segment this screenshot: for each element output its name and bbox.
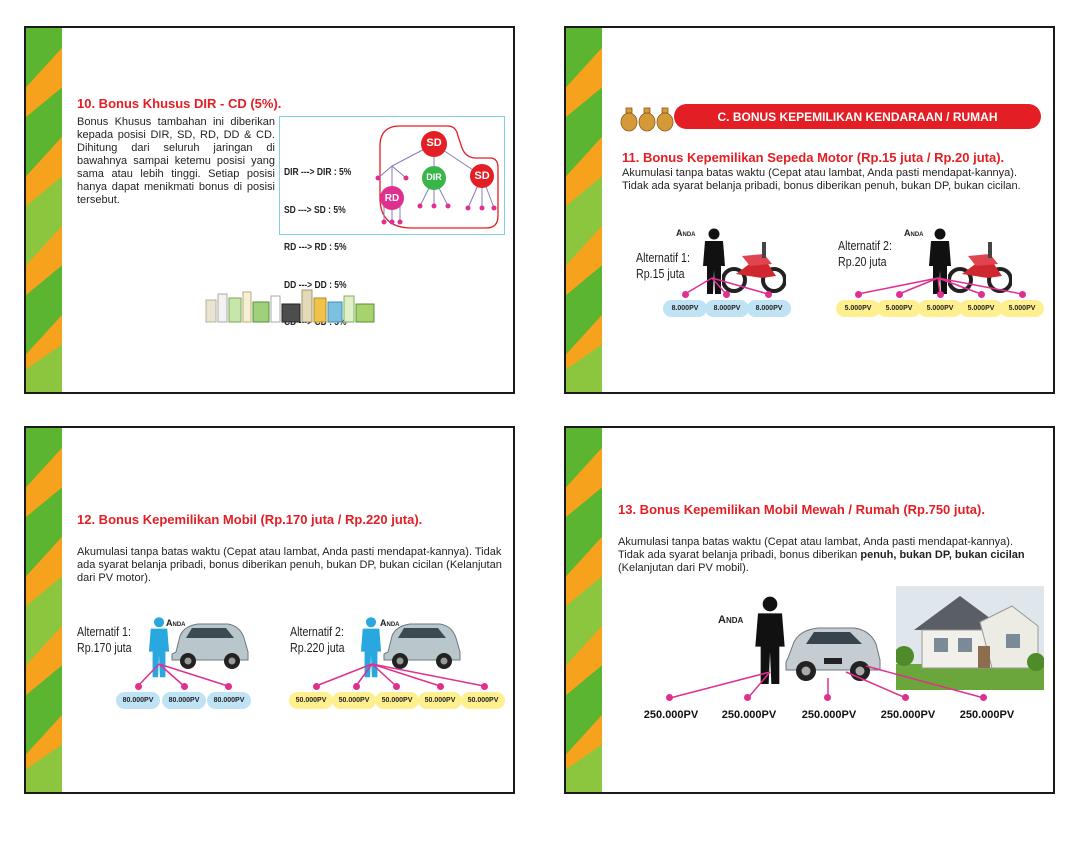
car-image [170,616,250,672]
network-dot [824,694,831,701]
pv-badge: 8.000PV [705,300,749,317]
network-dot [682,291,689,298]
network-dot [937,291,944,298]
alternative-price: Rp.15 juta [636,266,685,281]
motorcycle-image [948,234,1012,294]
alternative-2-label [290,624,345,656]
anda-label: Anda [166,618,186,628]
slide-body: Bonus Khusus tambahan ini diberikan kepada posisi DIR, SD, RD, DD & CD. Dihitung dari seluruh jaringan di bawahnya sampai ketemu posisi yang sama atau lebih tinggi. Setiap posisi hanya dapat menikmati bonus di posisi tersebut. [77,116,275,206]
network-dot [723,291,730,298]
slide-title: 11. Bonus Kepemilikan Sepeda Motor (Rp.15 juta / Rp.20 juta). [622,150,1005,165]
anda-label: Anda [676,228,696,238]
alternative-label-line: Alternatif 1: [77,624,131,639]
network-dot [744,694,751,701]
pv-value: 250.000PV [643,708,699,721]
pv-value: 250.000PV [721,708,777,721]
network-dot [437,683,444,690]
dir-list-row: SD ---> SD : 5% [284,204,346,216]
decorative-stripe [566,428,602,792]
network-dot [313,683,320,690]
pv-value: 250.000PV [801,708,857,721]
money-bags-icon [620,102,676,132]
dir-list-row: DIR ---> DIR : 5% [284,167,352,178]
slide-title: 13. Bonus Kepemilikan Mobil Mewah / Rumah (Rp.750 juta). [618,502,985,517]
alternative-price: Rp.170 juta [77,640,132,655]
network-dot [393,683,400,690]
alternative-label-line: Alternatif 2: [838,238,892,253]
pv-badge: 5.000PV [918,300,962,317]
network-dot [353,683,360,690]
network-dot [135,683,142,690]
network-lines [26,428,515,794]
pv-badge: 50.000PV [289,692,333,709]
slide-title: 10. Bonus Khusus DIR - CD (5%). [77,96,282,111]
alternative-price: Rp.220 juta [290,640,345,655]
man-silhouette-icon [148,616,170,678]
network-lines [566,28,1055,394]
alternative-1-label [636,250,690,282]
diagram-box [279,116,505,291]
alternative-price: Rp.20 juta [838,254,887,269]
slide-title: 12. Bonus Kepemilikan Mobil (Rp.170 juta / Rp.220 juta). [77,512,423,527]
motorcycle-image [722,234,786,294]
alternative-label-line: Alternatif 2: [290,624,344,639]
dir-list-row: RD ---> RD : 5% [284,242,347,253]
node-sd-2: SD [474,170,490,182]
network-dot [1019,291,1026,298]
anda-label: Anda [718,614,744,626]
luxury-car-image [784,618,882,684]
section-header-banner: C. BONUS KEPEMILIKAN KENDARAAN / RUMAH [674,104,1041,129]
anda-label: Anda [904,228,924,238]
pv-badge: 5.000PV [877,300,921,317]
network-dot [980,694,987,701]
slide-motor [564,26,1055,394]
body-text-bold: penuh, bukan DP, bukan cicilan [860,549,1025,561]
network-dot [896,291,903,298]
pv-value: 250.000PV [880,708,936,721]
dir-list-row: DD ---> DD : 5% [284,279,347,291]
network-dot [765,291,772,298]
node-dir: DIR [426,172,442,182]
node-sd: SD [426,137,442,149]
pv-badge: 8.000PV [747,300,791,317]
pv-badge: 50.000PV [332,692,376,709]
pv-badge: 50.000PV [418,692,462,709]
man-silhouette-icon [754,594,786,686]
pv-value: 250.000PV [959,708,1015,721]
alternative-label-line: Alternatif 1: [636,250,690,265]
network-dot [978,291,985,298]
body-text: Akumulasi tanpa batas waktu (Cepat atau lambat, Anda pasti mendapat-kannya). Tidak ada syarat belanja pribadi, bonus diberikan [618,536,1014,561]
pv-badge: 80.000PV [207,692,251,709]
pv-badge: 80.000PV [116,692,160,709]
alternative-2-label [838,238,892,270]
node-rd: RD [384,193,400,204]
decorative-stripe [26,428,62,792]
product-bottles-image [204,284,384,324]
pv-badge: 5.000PV [1000,300,1044,317]
slide-body: Akumulasi tanpa batas waktu (Cepat atau lambat, Anda pasti mendapat-kannya). Tidak ada syarat belanja pribadi, bonus diberikan penuh, bukan DP, bukan cicilan. [622,167,1021,192]
house-image [896,586,1044,690]
pv-badge: 50.000PV [461,692,505,709]
pv-badge: 80.000PV [162,692,206,709]
network-dot [902,694,909,701]
alternative-1-label [77,624,132,656]
slide-mobil [24,426,515,794]
pv-badge: 50.000PV [375,692,419,709]
pv-badge: 8.000PV [663,300,707,317]
pv-badge: 5.000PV [959,300,1003,317]
slide-body [618,536,1040,575]
pv-badge: 5.000PV [836,300,880,317]
decorative-stripe [26,28,62,392]
slide-mobil-mewah-rumah [564,426,1055,794]
decorative-stripe [566,28,602,392]
network-dot [225,683,232,690]
network-dot [855,291,862,298]
network-dot [481,683,488,690]
slide-body: Akumulasi tanpa batas waktu (Cepat atau lambat, Anda pasti mendapat-kannya). Tidak ada syarat belanja pribadi, bonus diberikan penuh, bukan DP, bukan cicilan (Kelanjutan dari PV motor). [77,546,502,584]
network-dot [666,694,673,701]
body-text-tail: (Kelanjutan dari PV mobil). [618,562,749,574]
network-dot [181,683,188,690]
slide-bonus-khusus [24,26,515,394]
anda-label: Anda [380,618,400,628]
man-silhouette-icon [360,616,382,678]
car-image [382,616,462,672]
